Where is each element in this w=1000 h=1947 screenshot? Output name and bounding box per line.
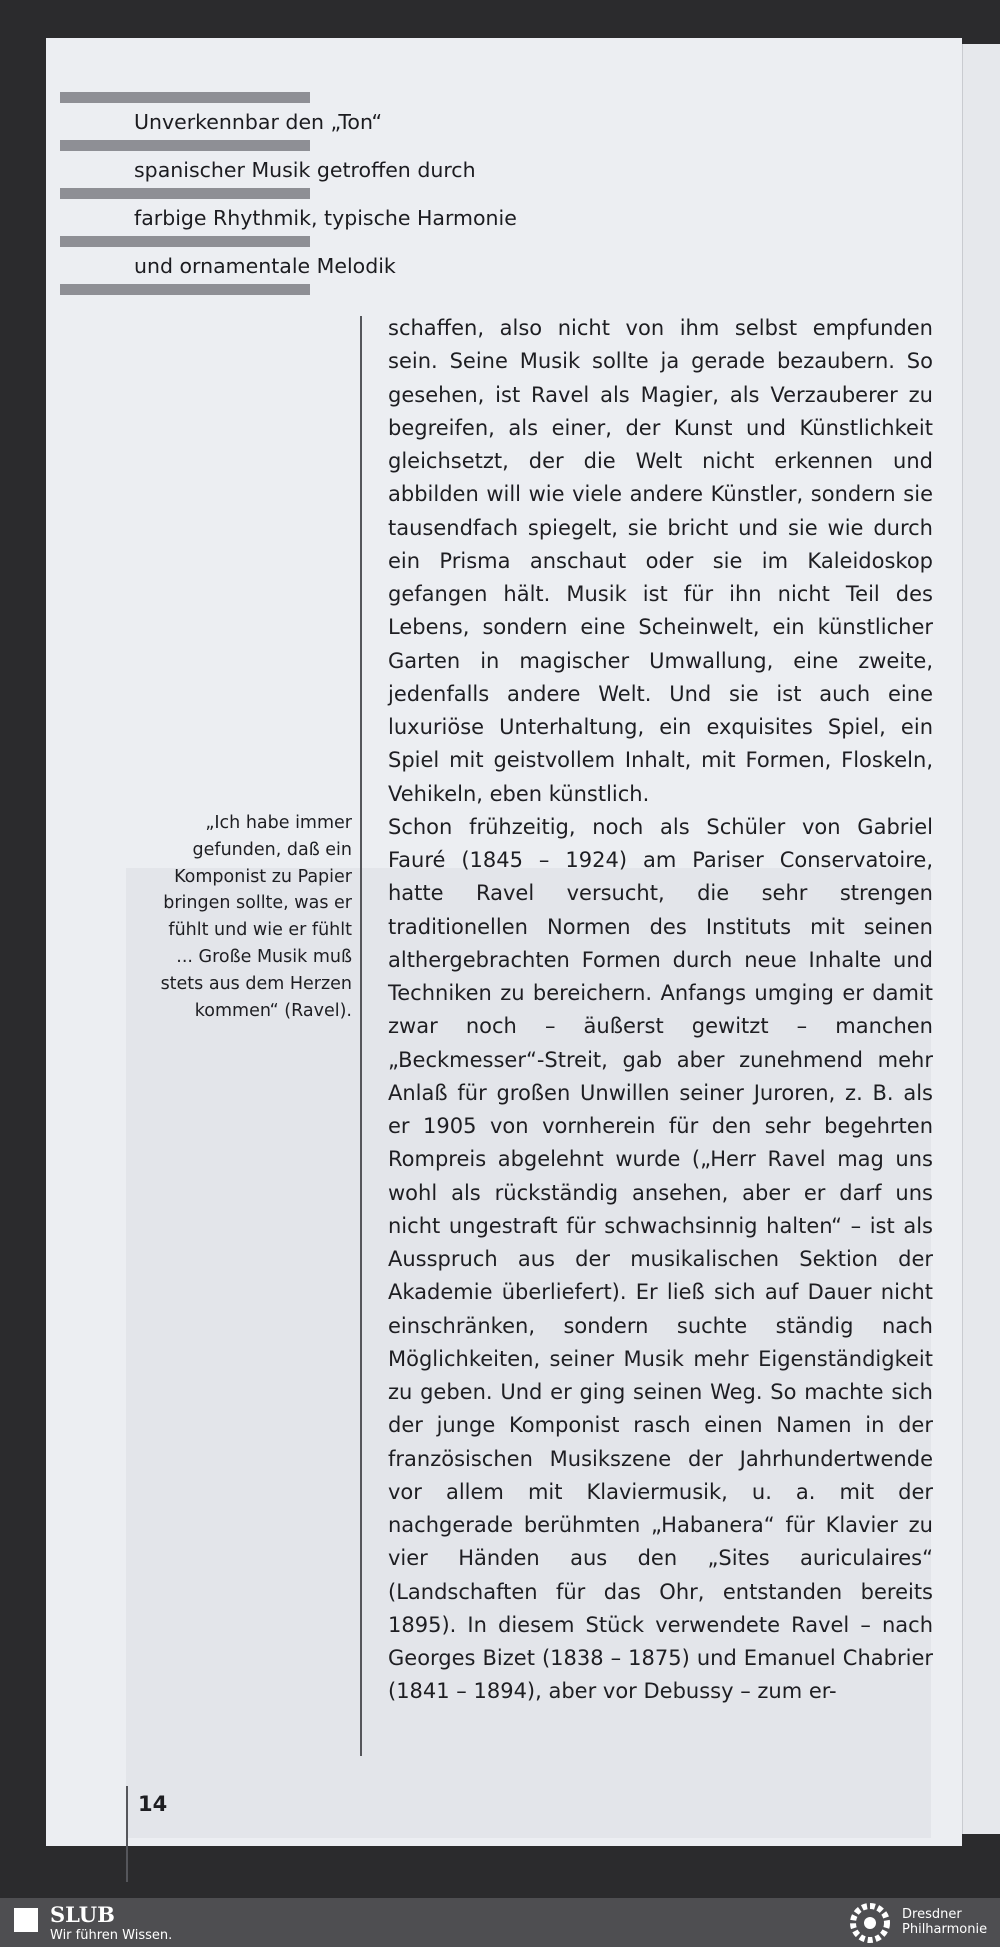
column-rule	[360, 316, 362, 1756]
heading-line: und ornamentale Melodik	[134, 254, 396, 278]
philharmonie-logo-icon	[844, 1902, 896, 1944]
heading-bar	[60, 284, 310, 295]
heading-bar	[60, 140, 310, 151]
pull-quote: „Ich habe immer gefunden, daß ein Komponist zu Papier bringen sollte, was er fühlt und wie er fühlt ... Große Musik muß stets aus dem Herzen kommen“ (Ravel).	[160, 813, 352, 1021]
philharmonie-name	[902, 1907, 987, 1937]
footer-bar	[0, 1898, 1000, 1947]
heading-line: farbige Rhythmik, typische Harmonie	[134, 206, 517, 230]
paragraph: schaffen, also nicht von ihm selbst empfunden sein. Seine Musik sollte ja gerade bezaubern. So gesehen, ist Ravel als Magier, als Verzauberer zu begreifen, als einer, der Kunst und Künstlichkeit gleichsetzt, der die Welt nicht erkennen und abbilden will wie viele andere Künstler, sondern sie tausendfach spiegelt, sie bricht und sie wie durch ein Prisma anschaut oder sie im Kaleidoskop gefangen hält. Musik ist für ihn nicht Teil des Lebens, sondern eine Scheinwelt, ein künstlicher Garten in magischer Umwallung, eine zweite, jedenfalls andere Welt. Und sie ist auch eine luxuriöse Unterhaltung, ein exquisites Spiel, ein Spiel mit geistvollem Inhalt, mit Formen, Floskeln, Vehikeln, eben künstlich.	[388, 316, 933, 806]
page-number-rule	[126, 1786, 128, 1882]
philharmonie-line2: Philharmonie	[902, 1922, 988, 1937]
heading-line: spanischer Musik getroffen durch	[134, 158, 476, 182]
heading-bar	[60, 92, 310, 103]
slub-tagline: Wir führen Wissen.	[50, 1928, 173, 1943]
page-number: 14	[138, 1792, 168, 1816]
heading-line: Unverkennbar den „Ton“	[134, 110, 383, 134]
philharmonie-line1: Dresdner	[902, 1907, 962, 1922]
body-text	[388, 312, 933, 1709]
heading-bar	[60, 188, 310, 199]
next-page-edge	[962, 44, 1000, 1834]
book-page	[46, 38, 962, 1846]
slub-name: SLUB	[50, 1902, 115, 1927]
paragraph: Schon frühzeitig, noch als Schüler von Gabriel Fauré (1845 – 1924) am Pariser Conservatoire, hatte Ravel versucht, die sehr strengen traditionellen Normen des Instituts mit seinen althergebrachten Formen durch neue Inhalte und Techniken zu bereichern. Anfangs umging er damit zwar noch – äußerst gewitzt – manchen „Beckmesser“-Streit, gab aber zunehmend mehr Anlaß für großen Unwillen seiner Juroren, z. B. als er 1905 von vornherein für den sehr begehrten Rompreis abgelehnt wurde („Herr Ravel mag uns wohl als rückständig ansehen, aber er darf uns nicht ungestraft für schwachsinnig halten“ – ist als Ausspruch aus der musikalischen Sektion der Akademie überliefert). Er ließ sich auf Dauer nicht einschränken, sondern suchte ständig nach Möglichkeiten, seiner Musik mehr Eigenständigkeit zu geben. Und er ging seinen Weg. So machte sich der junge Komponist rasch einen Namen in der französischen Musikszene der Jahrhundertwende vor allem mit Klaviermusik, u. a. mit der nachgerade berühmten „Habanera“ für Klavier zu vier Händen aus den „Sites auriculaires“ (Landschaften für das Ohr, entstanden bereits 1895). In diesem Stück verwendete Ravel – nach Georges Bizet (1838 – 1875) und Emanuel Chabrier (1841 – 1894), aber vor Debussy – zum er-	[388, 814, 933, 1704]
slub-logo-icon	[14, 1908, 38, 1932]
heading-bar	[60, 236, 310, 247]
